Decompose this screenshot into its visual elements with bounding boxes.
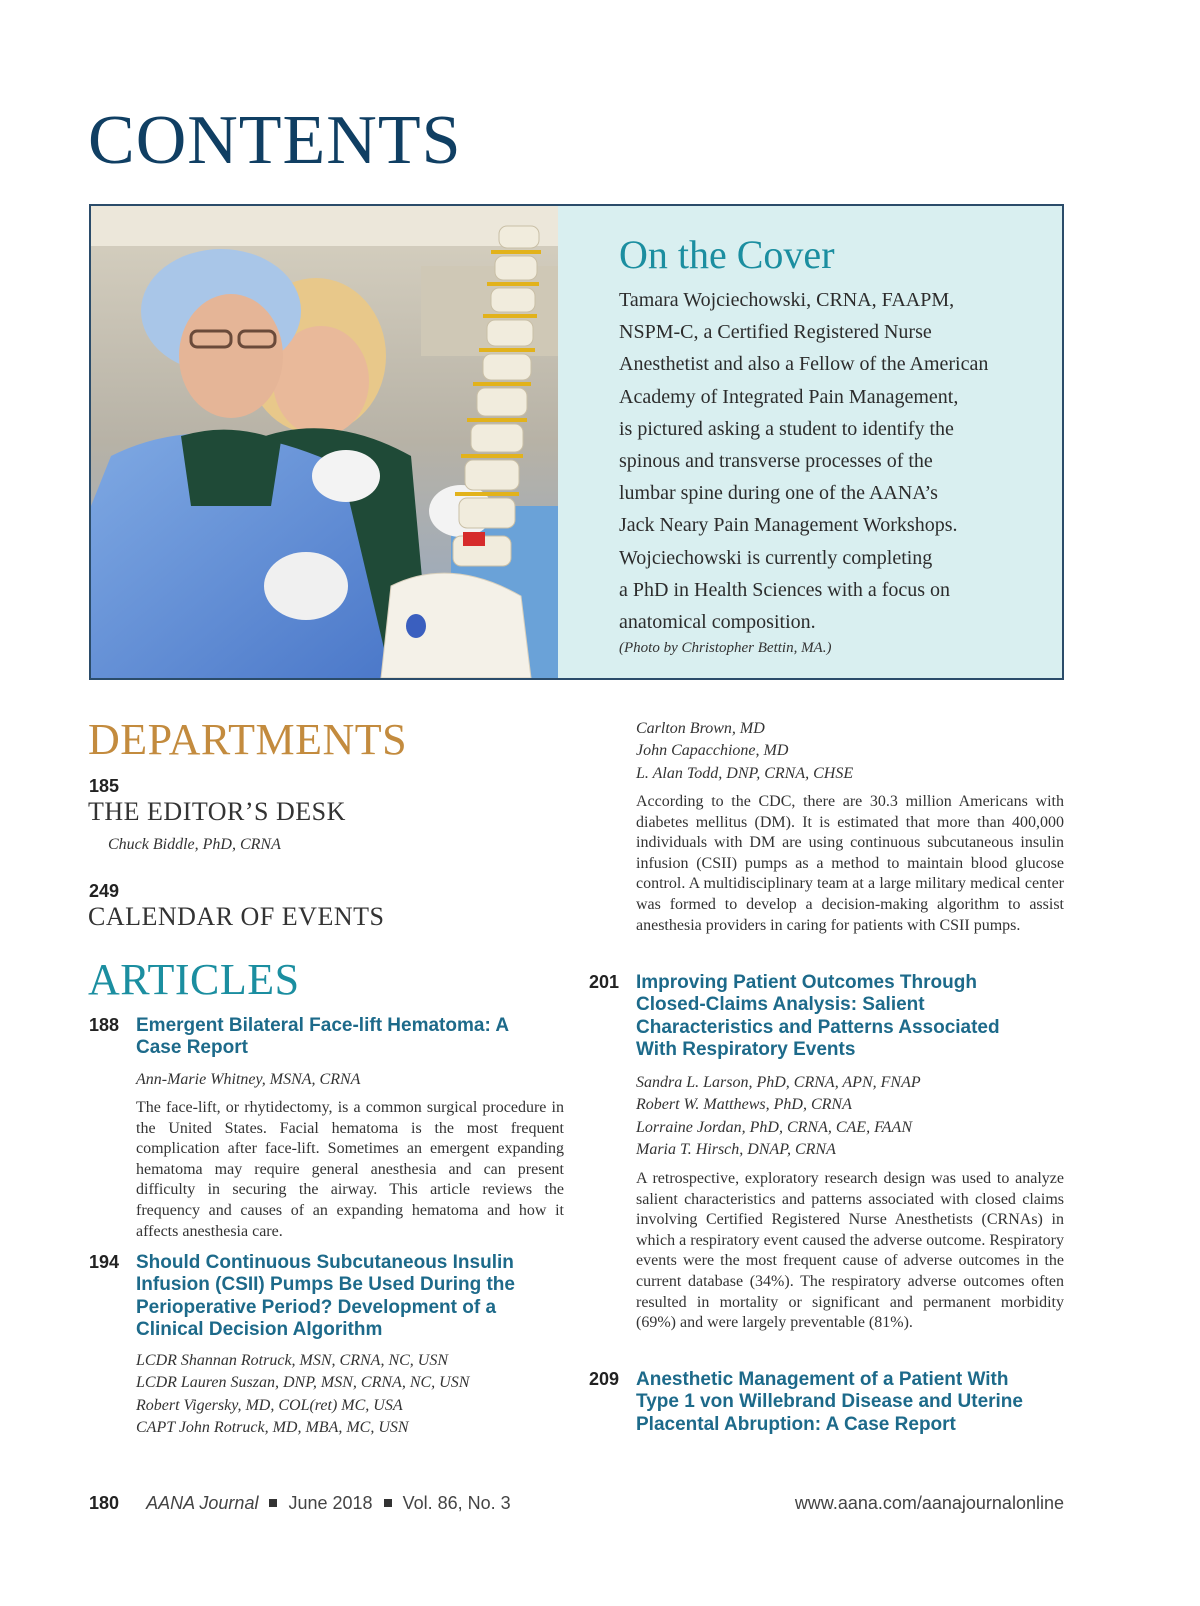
department-page-number: 249 — [89, 881, 120, 901]
article-page-number: 194 — [89, 1252, 120, 1272]
footer-volume: Vol. 86, No. 3 — [402, 1493, 511, 1513]
article-title-line: Infusion (CSII) Pumps Be Used During the — [136, 1274, 515, 1296]
footer-page-number: 180 — [89, 1493, 120, 1513]
article-title-line: Characteristics and Patterns Associated — [636, 1016, 1000, 1038]
author-name: Robert Vigersky, MD, COL(ret) MC, USA — [136, 1396, 403, 1414]
author-name: Carlton Brown, MD — [636, 720, 765, 737]
article-title[interactable] — [636, 1369, 1023, 1436]
cover-heading: On the Cover — [619, 232, 835, 277]
footer-left — [89, 1493, 511, 1514]
cover-line: lumbar spine during one of the AANA’s — [619, 482, 938, 505]
author-name: John Capacchione, MD — [636, 742, 789, 760]
cover-photo-illustration — [91, 206, 558, 678]
cover-line: Tamara Wojciechowski, CRNA, FAAPM, — [619, 289, 955, 311]
author-name: LCDR Shannan Rotruck, MSN, CRNA, NC, USN — [136, 1352, 449, 1369]
cover-text — [619, 232, 1049, 657]
articles-heading: ARTICLES — [88, 955, 300, 1004]
article-title-line: Perioperative Period? Development of a — [136, 1296, 497, 1318]
article-abstract: The face-lift, or rhytidectomy, is a common surgical procedure in the United States. Facial hematoma is the most frequent complication after face-lift. Sometimes an emergent expanding hematoma may require general anesthesia and can present difficulty in securing the airway. This article reviews the frequency and causes of an expanding hematoma and how it affects anesthesia care. — [136, 1099, 564, 1240]
author-name: Ann-Marie Whitney, MSNA, CRNA — [136, 1071, 361, 1088]
article-title-line: Clinical Decision Algorithm — [136, 1318, 383, 1340]
author-name: Sandra L. Larson, PhD, CRNA, APN, FNAP — [636, 1074, 921, 1091]
article-title-line: Type 1 von Willebrand Disease and Uterine — [636, 1391, 1023, 1413]
department-page-number: 185 — [89, 776, 120, 796]
cover-line: Jack Neary Pain Management Workshops. — [619, 514, 958, 537]
cover-line: Academy of Integrated Pain Management, — [619, 385, 959, 408]
cover-photo — [91, 206, 558, 678]
article-title[interactable] — [136, 1015, 509, 1060]
cover-line: spinous and transverse processes of the — [619, 450, 933, 473]
author-name: Maria T. Hirsch, DNAP, CRNA — [636, 1140, 836, 1158]
article-title-line: Anesthetic Management of a Patient With — [636, 1369, 1009, 1390]
article-title[interactable] — [136, 1252, 515, 1341]
footer-journal: AANA Journal — [146, 1493, 259, 1513]
footer-website-link[interactable]: www.aana.com/aanajournalonline — [794, 1493, 1064, 1513]
article-page-number: 188 — [89, 1015, 120, 1035]
author-name: L. Alan Todd, DNP, CRNA, CHSE — [636, 764, 854, 782]
author-name: CAPT John Rotruck, MD, MBA, MC, USN — [136, 1418, 409, 1436]
article-authors — [136, 1350, 469, 1439]
author-name: Robert W. Matthews, PhD, CRNA — [636, 1096, 852, 1114]
cover-box — [89, 204, 1064, 680]
department-title[interactable]: THE EDITOR’S DESK — [88, 797, 346, 826]
article-page-number: 201 — [589, 972, 620, 992]
article-title-line: Should Continuous Subcutaneous Insulin — [136, 1252, 514, 1273]
article-authors-continued — [636, 718, 853, 785]
square-bullet-icon — [269, 1499, 277, 1507]
cover-line: anatomical composition. — [619, 611, 816, 634]
departments-heading: DEPARTMENTS — [88, 715, 408, 764]
article-title-line: Placental Abruption: A Case Report — [636, 1413, 956, 1435]
department-author: Chuck Biddle, PhD, CRNA — [108, 836, 281, 853]
article-title-line: Closed-Claims Analysis: Salient — [636, 994, 925, 1016]
article-abstract: A retrospective, exploratory research design was used to analyze salient characteristics and patterns associated with closed claims involving Certified Registered Nurse Anesthetists (CRNAs) in which a respiratory event caused the adverse outcome. Respiratory events were the most frequent cause of adverse outcomes in the current database (34%). The respiratory adverse outcomes often resulted in mortality or significant and permanent morbidity (69%) and were largely preventable (81%). — [636, 1170, 1064, 1332]
author-name: Lorraine Jordan, PhD, CRNA, CAE, FAAN — [636, 1118, 912, 1136]
article-page-number: 209 — [589, 1369, 620, 1389]
article-title-line: Emergent Bilateral Face-lift Hematoma: A — [136, 1015, 510, 1036]
article-title-line: With Respiratory Events — [636, 1038, 856, 1060]
cover-line: a PhD in Health Sciences with a focus on — [619, 578, 951, 601]
article-title-line: Case Report — [136, 1037, 248, 1059]
cover-line: Wojciechowski is currently completing — [619, 546, 933, 569]
article-title[interactable] — [636, 972, 1000, 1061]
page-title: CONTENTS — [88, 102, 462, 179]
cover-line: NSPM-C, a Certified Registered Nurse — [619, 321, 932, 344]
square-bullet-icon — [384, 1499, 392, 1507]
photo-credit: (Photo by Christopher Bettin, MA.) — [619, 640, 832, 657]
article-authors — [136, 1069, 360, 1091]
article-authors — [636, 1072, 921, 1161]
author-name: LCDR Lauren Suszan, DNP, MSN, CRNA, NC, USN — [136, 1374, 470, 1392]
cover-line: is pictured asking a student to identify the — [619, 417, 954, 440]
footer-date: June 2018 — [288, 1493, 373, 1513]
article-title-line: Improving Patient Outcomes Through — [636, 972, 977, 993]
department-title[interactable]: CALENDAR OF EVENTS — [88, 902, 385, 931]
cover-line: Anesthetist and also a Fellow of the American — [619, 353, 989, 376]
article-abstract: According to the CDC, there are 30.3 million Americans with diabetes mellitus (DM). It is estimated that more than 400,000 individuals with DM are using continuous subcutaneous insulin infusion (CSII) pumps as a method to maintain blood glucose control. A multidisciplinary team at a large military medical center was formed to develop a decision-making algorithm to assist anesthesia providers in caring for patients with CSII pumps. — [636, 793, 1064, 934]
